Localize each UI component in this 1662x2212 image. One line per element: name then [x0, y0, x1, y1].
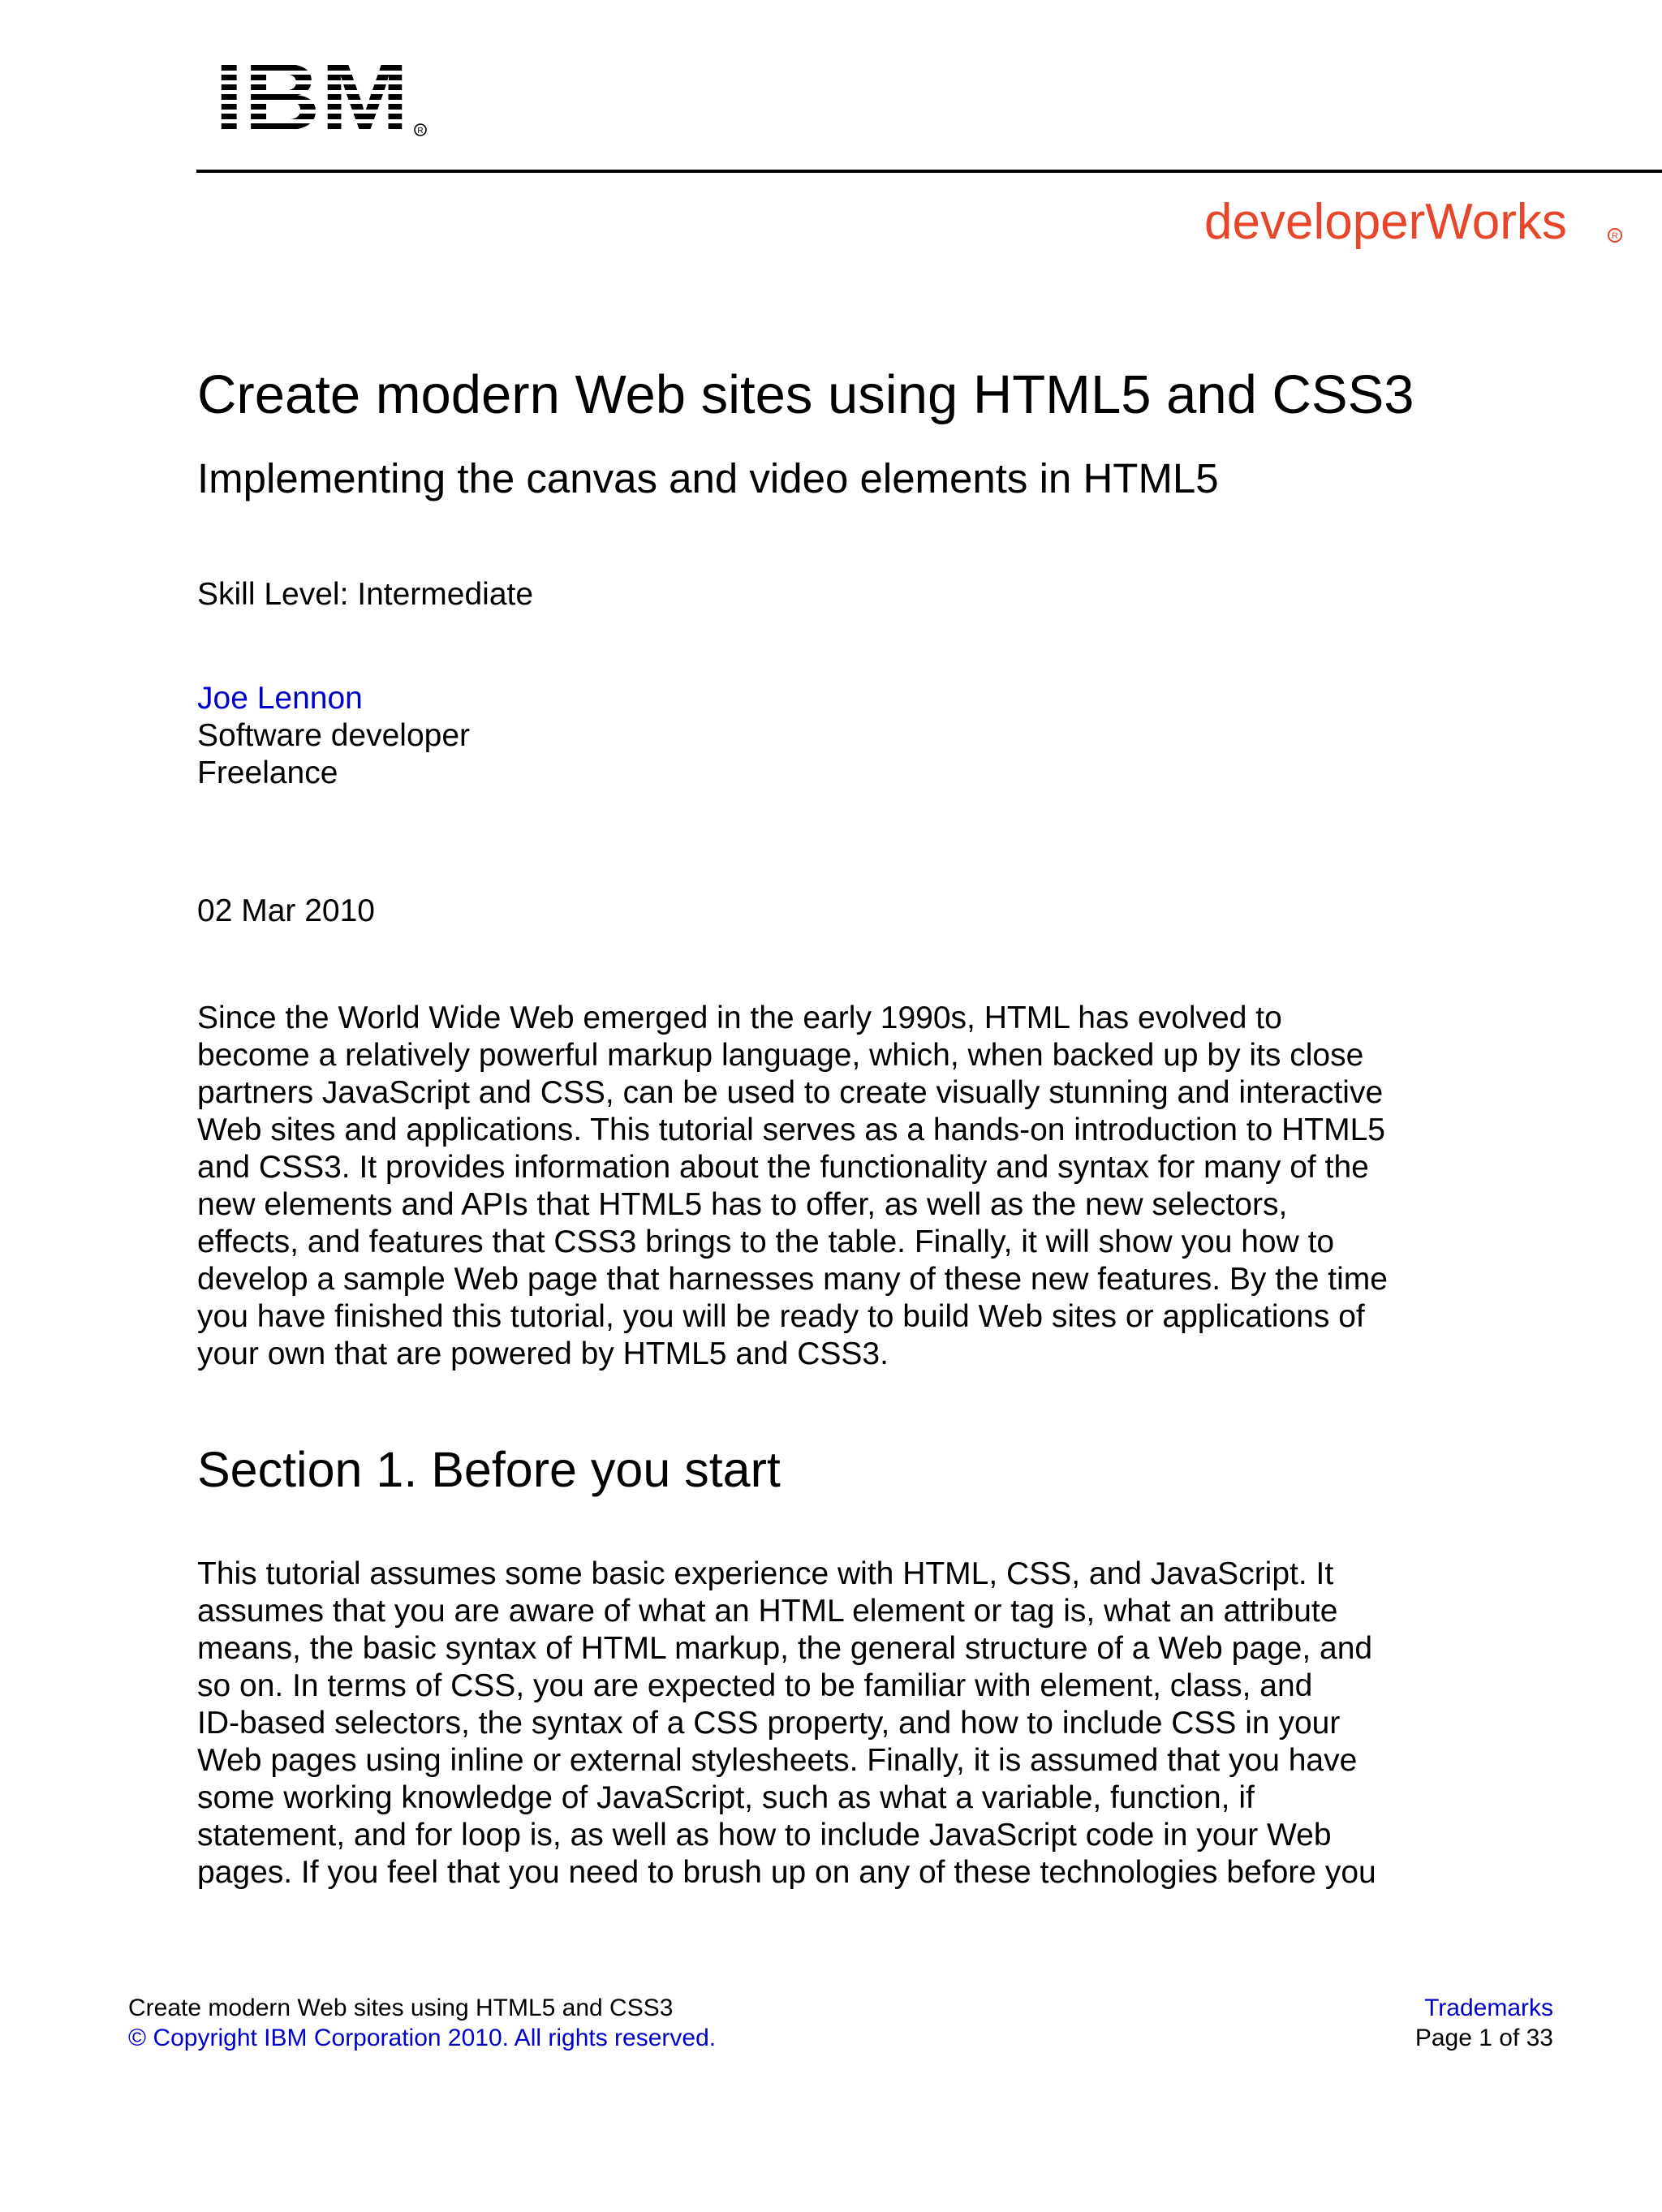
section-line: statement, and for loop is, as well as how to include JavaScript code in your Web [197, 1818, 1332, 1853]
abstract-paragraph [197, 1000, 1475, 1373]
section-line: Web pages using inline or external stylesheets. Finally, it is assumed that you have [197, 1743, 1358, 1778]
copyright-link[interactable]: © Copyright IBM Corporation 2010. All rights reserved. [128, 2025, 717, 2051]
abstract-line: develop a sample Web page that harnesses many of these new features. By the time [197, 1262, 1388, 1297]
publish-date: 02 Mar 2010 [197, 893, 375, 928]
skill-level: Skill Level: Intermediate [197, 577, 534, 612]
page-footer [128, 1993, 1553, 2053]
abstract-line: effects, and features that CSS3 brings to the table. Finally, it will show you how to [197, 1224, 1335, 1259]
section-line: assumes that you are aware of what an HTML element or tag is, what an attribute [197, 1594, 1338, 1629]
header-rule [196, 170, 1662, 173]
author-block [197, 680, 470, 792]
author-organization: Freelance [197, 755, 338, 790]
svg-text:developerWorks: developerWorks [1204, 194, 1567, 250]
abstract-line: partners JavaScript and CSS, can be used to create visually stunning and interactive [197, 1075, 1384, 1110]
abstract-line: become a relatively powerful markup language, which, when backed up by its close [197, 1038, 1364, 1073]
section-line: pages. If you feel that you need to brush up on any of these technologies before you [197, 1855, 1376, 1890]
section-line: some working knowledge of JavaScript, such as what a variable, function, if [197, 1780, 1255, 1815]
author-name-link[interactable]: Joe Lennon [197, 681, 363, 716]
section-line: This tutorial assumes some basic experience with HTML, CSS, and JavaScript. It [197, 1556, 1334, 1591]
abstract-line: new elements and APIs that HTML5 has to offer, as well as the new selectors, [197, 1187, 1288, 1222]
author-role: Software developer [197, 718, 471, 753]
section-line: ID-based selectors, the syntax of a CSS property, and how to include CSS in your [197, 1706, 1341, 1741]
page-number: Page 1 of 33 [1414, 2025, 1553, 2051]
abstract-line: you have finished this tutorial, you will be ready to build Web sites or applications of [197, 1299, 1365, 1334]
section-heading: Section 1. Before you start [197, 1442, 781, 1497]
section-line: so on. In terms of CSS, you are expected to be familiar with element, class, and [197, 1668, 1313, 1703]
developerworks-logo [1204, 188, 1626, 258]
footer-doc-title: Create modern Web sites using HTML5 and CSS3 [128, 1995, 674, 2021]
svg-text:R: R [1612, 231, 1618, 241]
svg-text:R: R [417, 127, 424, 136]
trademarks-link[interactable]: Trademarks [1424, 1995, 1553, 2021]
article-title: Create modern Web sites using HTML5 and CSS3 [197, 364, 1414, 425]
abstract-line: Web sites and applications. This tutorial serves as a hands-on introduction to HTML5 [197, 1112, 1385, 1147]
section-line: means, the basic syntax of HTML markup, the general structure of a Web page, and [197, 1631, 1373, 1666]
svg-text:IBM: IBM [214, 55, 409, 140]
abstract-line: Since the World Wide Web emerged in the early 1990s, HTML has evolved to [197, 1001, 1282, 1035]
abstract-line: your own that are powered by HTML5 and CSS3. [197, 1336, 889, 1371]
ibm-logo [214, 55, 428, 140]
article-subtitle: Implementing the canvas and video elements in HTML5 [197, 455, 1219, 501]
abstract-line: and CSS3. It provides information about the functionality and syntax for many of the [197, 1150, 1369, 1185]
section-paragraph [197, 1556, 1475, 1891]
